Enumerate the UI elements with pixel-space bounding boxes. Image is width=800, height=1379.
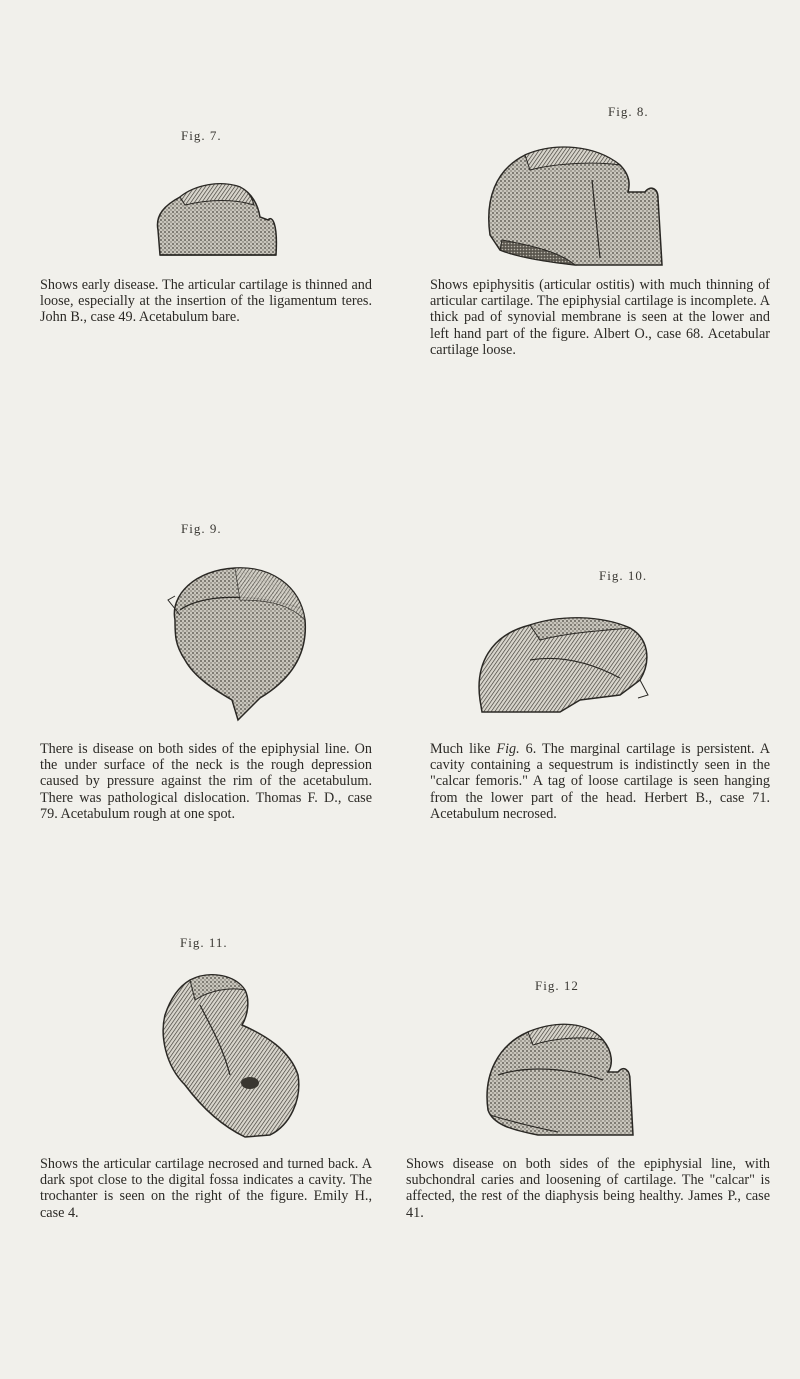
figure-10-caption-body: 6. The marginal cartilage is persistent. A cavity containing a sequestrum is indistinctly seen in the "calcar femoris." A tag of loose cartilage is seen hanging from the lower part of the head. Herbert B., case 71. Acetabulum necrosed. bbox=[430, 741, 771, 822]
figure-10-caption-lead: Much like bbox=[430, 741, 497, 757]
figure-8-illustration bbox=[480, 140, 680, 265]
figure-9-illustration bbox=[160, 560, 315, 725]
figure-9-caption: There is disease on both sides of the epiphysial line. On the under surface of the neck is the rough depression caused by pressure against the rim of the acetabulum. There was pathological dislocation. Thomas F. D., case 79. Acetabulum rough at one spot. bbox=[40, 741, 372, 822]
figure-12-label: Fig. 12 bbox=[535, 978, 579, 993]
figure-9-label: Fig. 9. bbox=[181, 521, 222, 536]
figure-10-caption bbox=[430, 741, 770, 822]
figure-12-illustration bbox=[478, 1010, 648, 1140]
figure-8-caption: Shows epiphysitis (articular ostitis) with much thinning of articular cartilage. The epiphysial cartilage is incomplete. A thick pad of synovial membrane is seen at the lower and left hand part of the figure. Albert O., case 68. Acetabular cartilage loose. bbox=[430, 277, 770, 358]
figure-10-illustration bbox=[470, 600, 670, 720]
figure-11-label: Fig. 11. bbox=[180, 935, 228, 950]
figure-12-caption: Shows disease on both sides of the epiphysial line, with subchondral caries and loosening of cartilage. The "calcar" is affected, the rest of the diaphysis being healthy. James P., case 41. bbox=[406, 1156, 770, 1221]
figure-ref: Fig. bbox=[496, 741, 520, 757]
figure-11-caption: Shows the articular cartilage necrosed and turned back. A dark spot close to the digital fossa indicates a cavity. The trochanter is seen on the right of the figure. Emily H., case 4. bbox=[40, 1156, 372, 1221]
figure-10-label: Fig. 10. bbox=[599, 568, 648, 583]
figure-11-illustration bbox=[150, 965, 310, 1140]
figure-7-label: Fig. 7. bbox=[181, 128, 222, 143]
figure-7-caption: Shows early disease. The articular cartilage is thinned and loose, especially at the insertion of the ligamentum teres. John B., case 49. Acetabulum bare. bbox=[40, 277, 372, 326]
figure-7-illustration bbox=[140, 175, 290, 260]
figure-8-label: Fig. 8. bbox=[608, 104, 649, 119]
